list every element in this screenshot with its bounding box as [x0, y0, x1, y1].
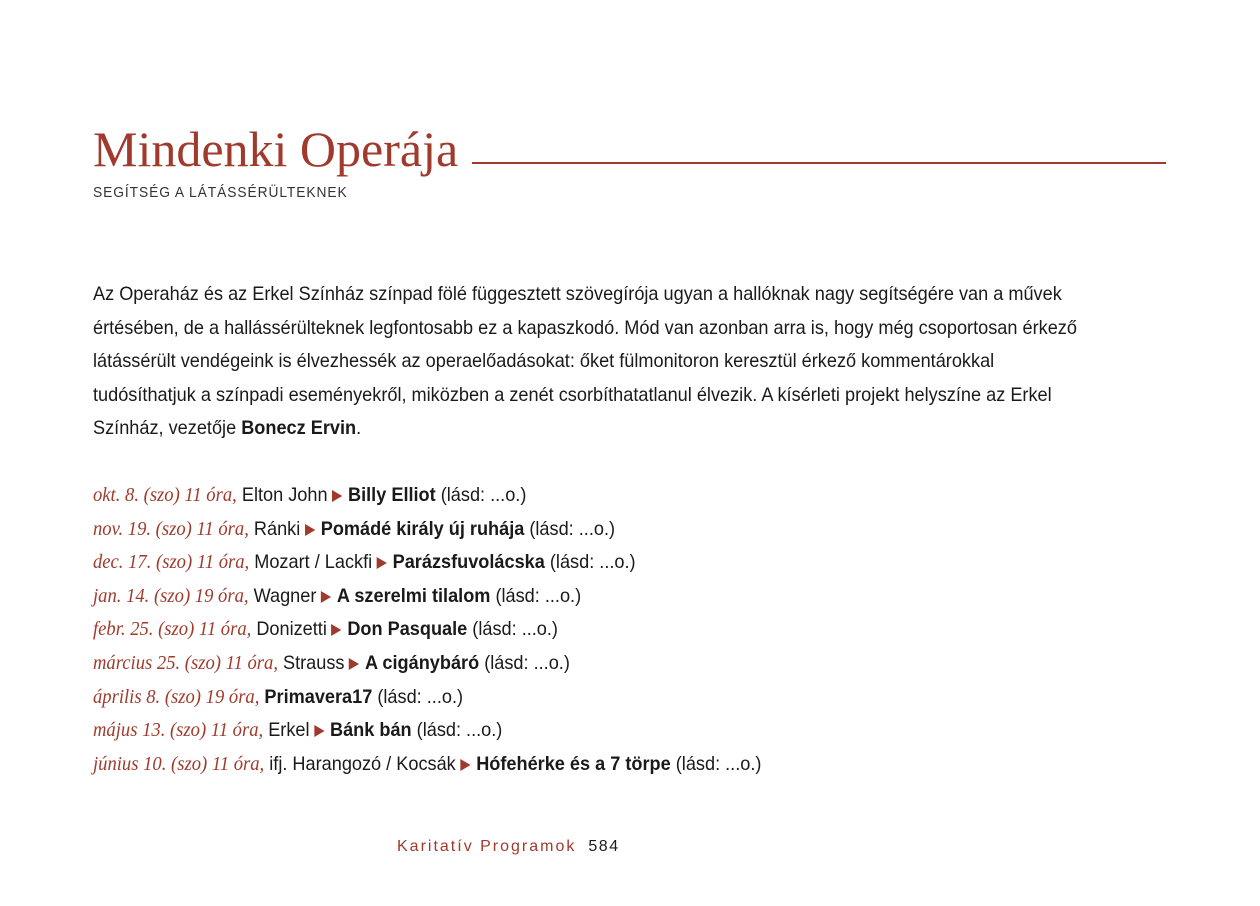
schedule-date: febr. 25. (szo) 11 óra,: [93, 618, 252, 641]
schedule-date: június 10. (szo) 11 óra,: [93, 752, 265, 775]
schedule-work: Billy Elliot: [348, 484, 436, 506]
schedule-work: Don Pasquale: [347, 618, 468, 641]
page-title: Mindenki Operája: [93, 121, 459, 177]
schedule-composer: Ránki: [253, 517, 301, 540]
page-number: 584: [588, 838, 620, 855]
page-subtitle: SEGÍTSÉG A LÁTÁSSÉRÜLTEKNEK: [93, 184, 348, 201]
page-footer: [397, 838, 620, 856]
schedule-date: március 25. (szo) 11 óra,: [93, 651, 278, 674]
schedule-work: Primavera17: [264, 685, 373, 708]
schedule-ref: (lásd: ...o.): [549, 551, 636, 574]
footer-section: Karitatív Programok: [397, 838, 577, 855]
schedule-work: A szerelmi tilalom: [336, 584, 491, 607]
schedule-item: [93, 681, 1116, 715]
schedule-date: dec. 17. (szo) 11 óra,: [93, 551, 250, 574]
schedule-composer: Donizetti: [256, 618, 327, 641]
arrow-right-icon: [332, 624, 342, 636]
schedule-ref: (lásd: ...o.): [472, 618, 558, 641]
schedule-ref: (lásd: ...o.): [529, 517, 616, 540]
title-rule: [472, 162, 1166, 164]
schedule-date: jan. 14. (szo) 19 óra,: [93, 584, 249, 607]
schedule-item: [93, 513, 1116, 547]
schedule-composer: Elton John: [241, 484, 328, 506]
arrow-right-icon: [460, 759, 470, 771]
schedule-item: [93, 546, 1116, 580]
schedule-date: nov. 19. (szo) 11 óra,: [93, 517, 249, 540]
schedule-item: [93, 580, 1116, 614]
arrow-right-icon: [332, 490, 342, 502]
schedule-work: A cigánybáró: [364, 651, 480, 674]
schedule-item: [93, 647, 1116, 681]
schedule-date: május 13. (szo) 11 óra,: [93, 719, 264, 742]
schedule-composer: Erkel: [268, 719, 310, 742]
schedule-item: [93, 479, 1116, 513]
schedule-date: okt. 8. (szo) 11 óra,: [93, 484, 237, 506]
schedule-ref: (lásd: ...o.): [377, 685, 464, 708]
schedule-work: Bánk bán: [329, 719, 412, 742]
intro-paragraph: [93, 278, 1097, 446]
schedule-ref: (lásd: ...o.): [675, 752, 762, 775]
intro-text: Az Operaház és az Erkel Színház színpad fölé függesztett szövegírója ugyan a hallóknak nagy segítségére van a művek értésében, de a hallássérülteknek legfontosabb ez a kapaszkodó. Mód van azonban arra is, hogy még csoportosan érkező látássérült vendégeink is élvezhessék az operaelőadásokat: őket fülmonitoron keresztül érkező kommentárokkal tudósíthatjuk a színpadi eseményekről, miközben a zenét csorbíthatatlanul élvezik. A kísérleti projekt helyszíne az Erkel Színház, vezetője: [93, 283, 1077, 439]
schedule-list: [93, 479, 1116, 781]
schedule-ref: (lásd: ...o.): [440, 484, 527, 506]
arrow-right-icon: [349, 658, 359, 670]
schedule-ref: (lásd: ...o.): [495, 584, 582, 607]
schedule-composer: Mozart / Lackfi: [254, 551, 373, 574]
title-row: [93, 122, 1166, 176]
schedule-work: Hófehérke és a 7 törpe: [476, 752, 671, 775]
schedule-work: Parázsfuvolácska: [392, 551, 545, 574]
arrow-right-icon: [314, 725, 324, 737]
schedule-ref: (lásd: ...o.): [416, 719, 503, 742]
leader-name: Bonecz Ervin: [241, 417, 357, 439]
schedule-work: Pomádé király új ruhája: [320, 517, 525, 540]
schedule-item: [93, 748, 1116, 782]
schedule-item: [93, 714, 1116, 748]
schedule-composer: Strauss: [283, 651, 345, 674]
arrow-right-icon: [321, 591, 331, 603]
schedule-ref: (lásd: ...o.): [484, 651, 570, 674]
schedule-composer: ifj. Harangozó / Kocsák: [269, 752, 456, 775]
intro-end: .: [356, 417, 362, 439]
schedule-date: április 8. (szo) 19 óra,: [93, 685, 260, 708]
arrow-right-icon: [377, 557, 387, 569]
schedule-item: [93, 613, 1116, 647]
arrow-right-icon: [305, 524, 315, 536]
schedule-composer: Wagner: [253, 584, 317, 607]
